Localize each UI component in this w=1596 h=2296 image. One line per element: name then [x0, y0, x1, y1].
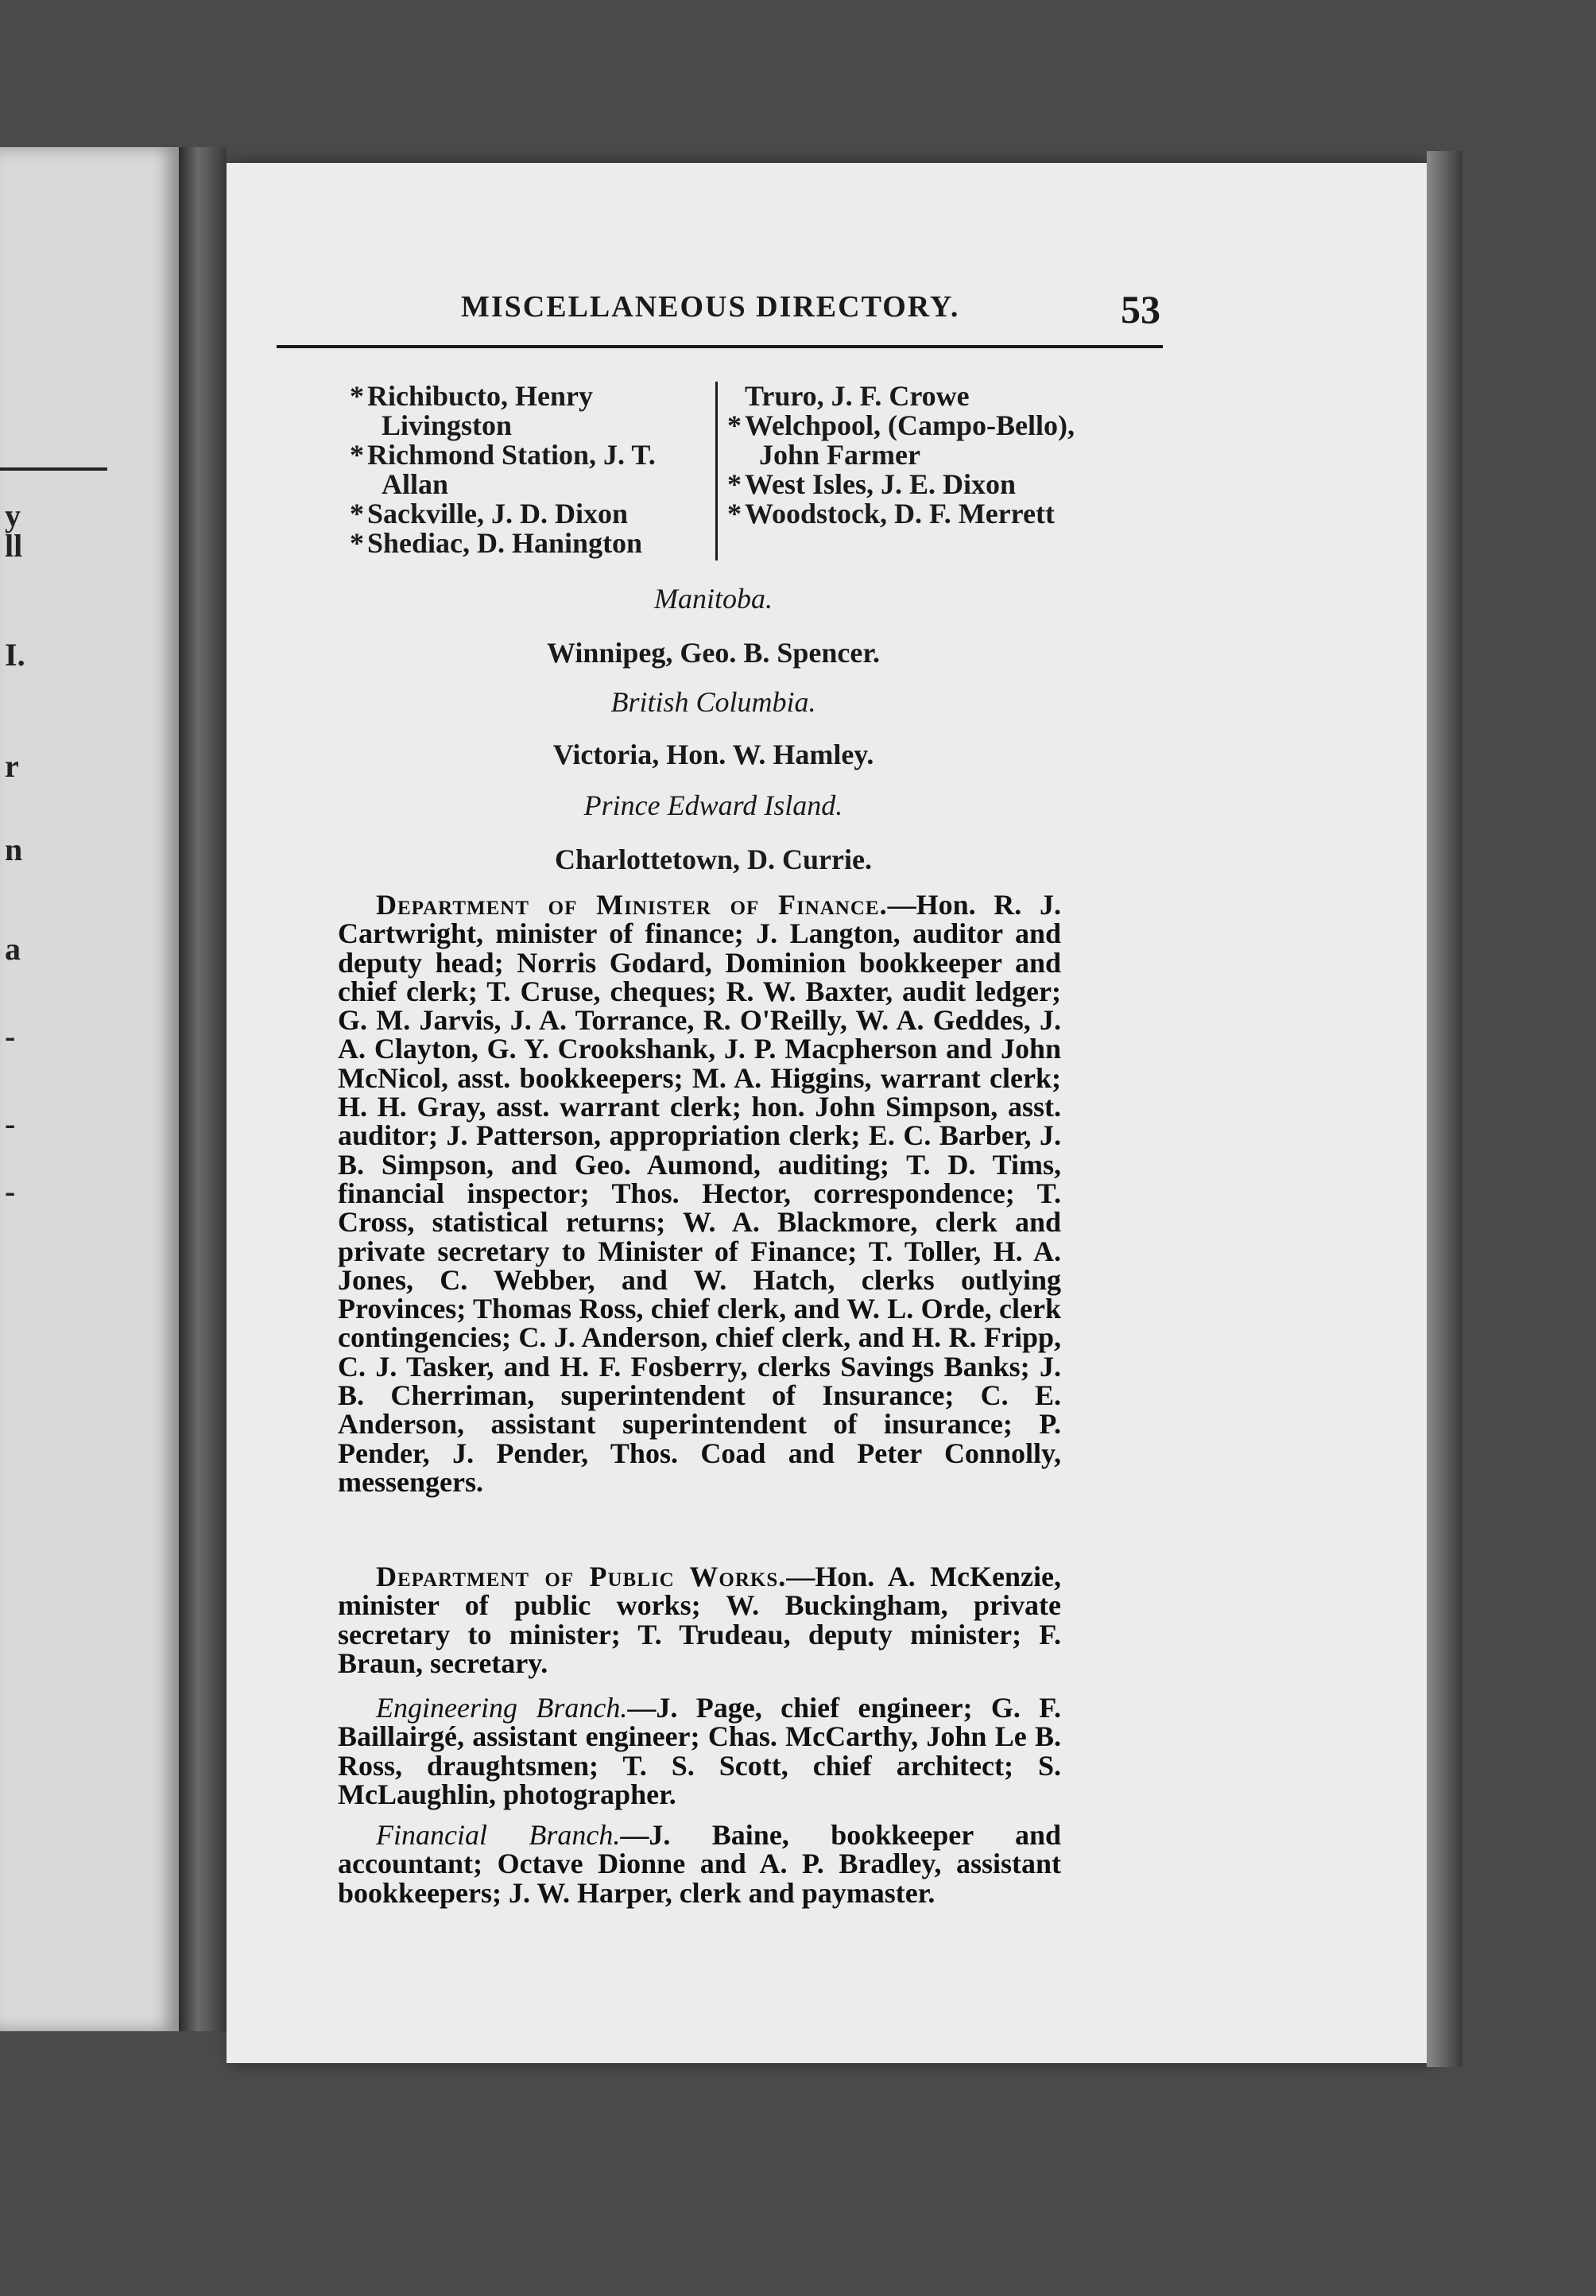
list-item: * Woodstock, D. F. Merrett [727, 498, 1055, 529]
facing-page-fragment: - [5, 1018, 16, 1054]
column-divider [715, 382, 718, 560]
facing-page [0, 147, 179, 2031]
section-body: —J. Baine, bookkeeper and accountant; Octave Dionne and A. P. Bradley, assistant bookkeepers; J. W. Harper, clerk and paymaster. [338, 1819, 1062, 1909]
list-item: * Richibucto, Henry Livingston [350, 380, 593, 441]
facing-page-fragment: n [5, 832, 23, 867]
list-item: Truro, J. F. Crowe [745, 380, 970, 412]
section-heading: Department of Public Works. [376, 1561, 787, 1592]
section-heading: Department of Minister of Finance. [376, 889, 888, 921]
engineering-branch-paragraph [338, 1693, 1061, 1809]
section-body: —Hon. R. J. Cartwright, minister of finance; J. Langton, auditor and deputy head; Norris Godard, Dominion bookkeeper and chief clerk; T. Cruse, cheques; R. W. Baxter, audit ledger; G. M. Jarvis, J. A. Torrance, R. O'Reilly, W. A. Geddes, J. A. Clayton, G. Y. Crookshank, J. P. Macpherson and John McNicol, asst. bookkeepers; M. A. Higgins, warrant clerk; H. H. Gray, asst. warrant clerk; hon. John Simpson, asst. auditor; J. Patterson, appropriation clerk; E. C. Barber, J. B. Simpson, and Geo. Aumond, auditing; T. D. Tims, financial inspector; Thos. Hector, correspondence; T. Cross, statistical returns; W. A. Blackmore, clerk and private secretary to Minister of Finance; T. Toller, H. A. Jones, C. Webber, and W. Hatch, clerks outlying Provinces; Thomas Ross, chief clerk, and W. L. Orde, clerk contingencies; C. J. Anderson, chief clerk, and H. R. Fripp, C. J. Tasker, and H. F. Fosberry, clerks Savings Banks; J. B. Cherriman, superintendent of Insurance; C. E. Anderson, assistant superintendent of insurance; P. Pender, J. Pender, Thos. Coad and Peter Connolly, messengers. [338, 889, 1061, 1498]
list-item: * Shediac, D. Hanington [350, 527, 643, 559]
page-edge [1427, 151, 1462, 2067]
facing-page-fragment: y [5, 498, 21, 533]
page-number: 53 [1121, 287, 1160, 332]
financial-branch-paragraph [338, 1821, 1061, 1907]
province-entry: Victoria, Hon. W. Hamley. [552, 739, 874, 770]
book-gutter [179, 147, 227, 2031]
list-item: * Richmond Station, J. T. Allan [350, 439, 656, 500]
facing-page-fragment: - [5, 1173, 16, 1209]
station-list-right [727, 382, 1077, 529]
header-rule [277, 345, 1163, 348]
list-item: * Welchpool, (Campo-Bello), John Farmer [727, 409, 1075, 471]
section-heading: Financial Branch. [376, 1819, 621, 1851]
facing-page-fragment: - [5, 1106, 16, 1142]
station-list-left [350, 382, 707, 558]
list-item: * West Isles, J. E. Dixon [727, 468, 1017, 500]
province-heading: Prince Edward Island. [583, 789, 843, 821]
finance-department-paragraph [338, 890, 1061, 1496]
section-body: —Hon. A. McKenzie, minister of public works; W. Buckingham, private secretary to minister; T. Trudeau, deputy minister; F. Braun, secretary. [338, 1561, 1061, 1679]
province-entry: Charlottetown, D. Currie. [555, 844, 872, 875]
list-item: * Sackville, J. D. Dixon [350, 498, 629, 529]
facing-page-rule [0, 467, 107, 471]
running-header-title: MISCELLANEOUS DIRECTORY. [461, 290, 960, 324]
section-body: —J. Page, chief engineer; G. F. Baillairgé, assistant engineer; Chas. McCarthy, John Le B. Ross, draughtsmen; T. S. Scott, chief architect; S. McLaughlin, photographer. [338, 1692, 1061, 1810]
province-heading: British Columbia. [610, 686, 816, 718]
facing-page-fragment: I. [5, 637, 25, 673]
section-heading: Engineering Branch. [376, 1692, 628, 1724]
province-heading: Manitoba. [654, 583, 773, 615]
facing-page-fragment: ll [5, 528, 23, 564]
province-entry: Winnipeg, Geo. B. Spencer. [546, 637, 881, 669]
facing-page-fragment: a [5, 931, 21, 967]
public-works-paragraph [338, 1562, 1061, 1677]
facing-page-fragment: r [5, 748, 19, 784]
